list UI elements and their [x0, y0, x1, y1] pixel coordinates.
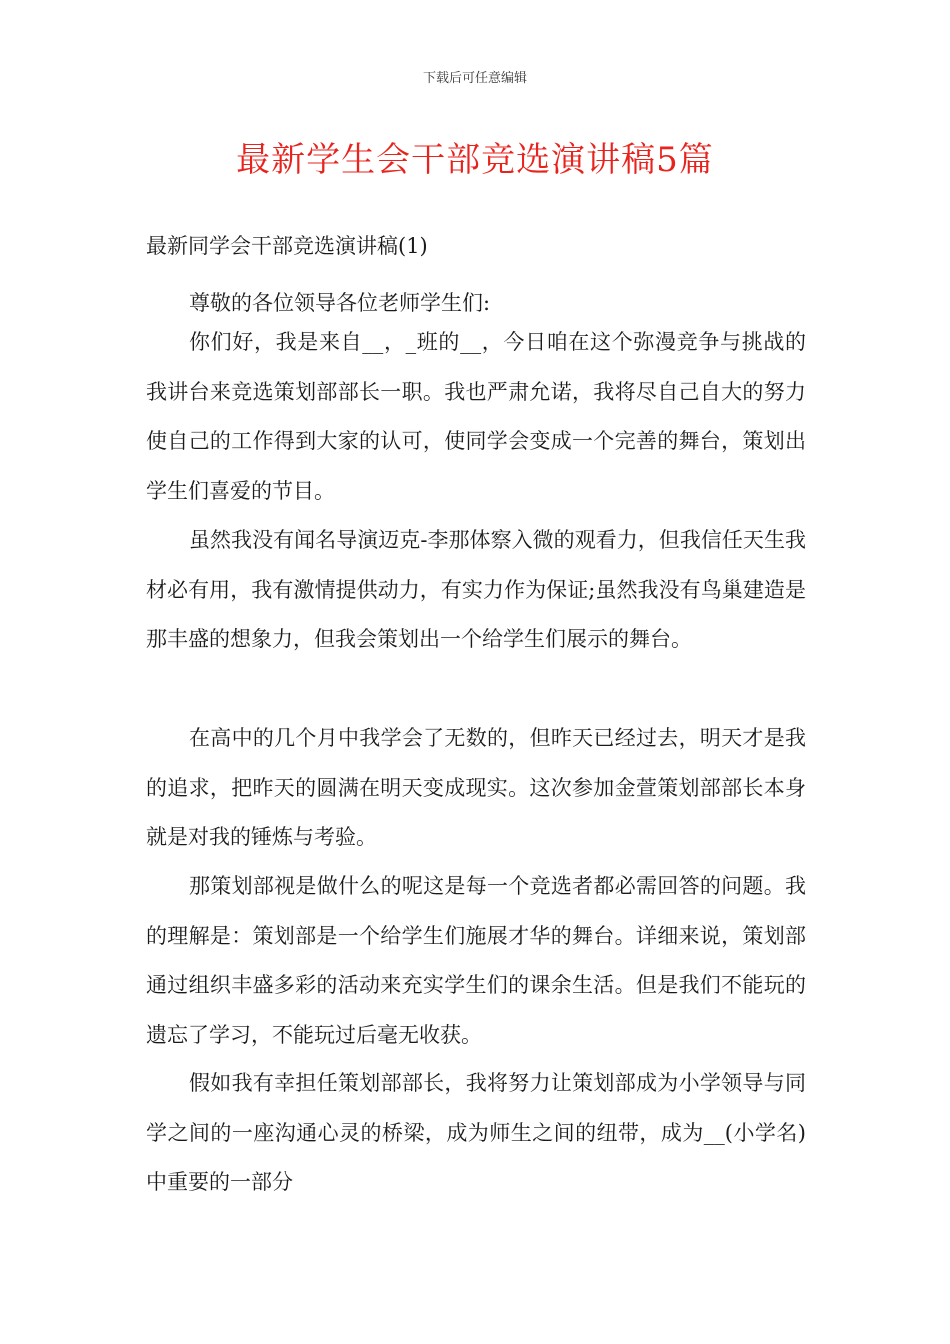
document-subtitle: 最新同学会干部竞选演讲稿(1): [146, 234, 428, 258]
paragraph-greeting: 尊敬的各位领导各位老师学生们:: [189, 291, 491, 315]
header-note: 下载后可任意编辑: [422, 71, 527, 86]
paragraph-understanding: 那策划部视是做什么的呢这是每一个竞选者都必需回答的问题。我的理解是：策划部是一个给学生们施展才华的舞台。详细来说，策划部通过组织丰盛多彩的活动来充实学生们的课余生活。但是我们不能玩的遗忘了学习，不能玩过后毫无收获。: [146, 874, 806, 1047]
paragraph-plan: 假如我有幸担任策划部部长，我将努力让策划部成为小学领导与同学之间的一座沟通心灵的桥梁，成为师生之间的纽带，成为__(小学名)中重要的一部分: [146, 1071, 806, 1194]
paragraph-intro: 你们好，我是来自__，_班的__，今日咱在这个弥漫竞争与挑战的我讲台来竞选策划部部长一职。我也严肃允诺，我将尽自己自大的努力使自己的工作得到大家的认可，使同学会变成一个完善的舞台，策划出学生们喜爱的节目。: [146, 330, 806, 503]
document-title: 最新学生会干部竞选演讲稿5篇: [236, 140, 714, 180]
paragraph-experience: 在高中的几个月中我学会了无数的，但昨天已经过去，明天才是我的追求，把昨天的圆满在明天变成现实。这次参加金萱策划部部长本身就是对我的锤炼与考验。: [146, 726, 806, 849]
paragraph-ability: 虽然我没有闻名导演迈克-李那体察入微的观看力，但我信任天生我材必有用，我有激情提供动力，有实力作为保证;虽然我没有鸟巢建造是那丰盛的想象力，但我会策划出一个给学生们展示的舞台。: [146, 528, 806, 651]
